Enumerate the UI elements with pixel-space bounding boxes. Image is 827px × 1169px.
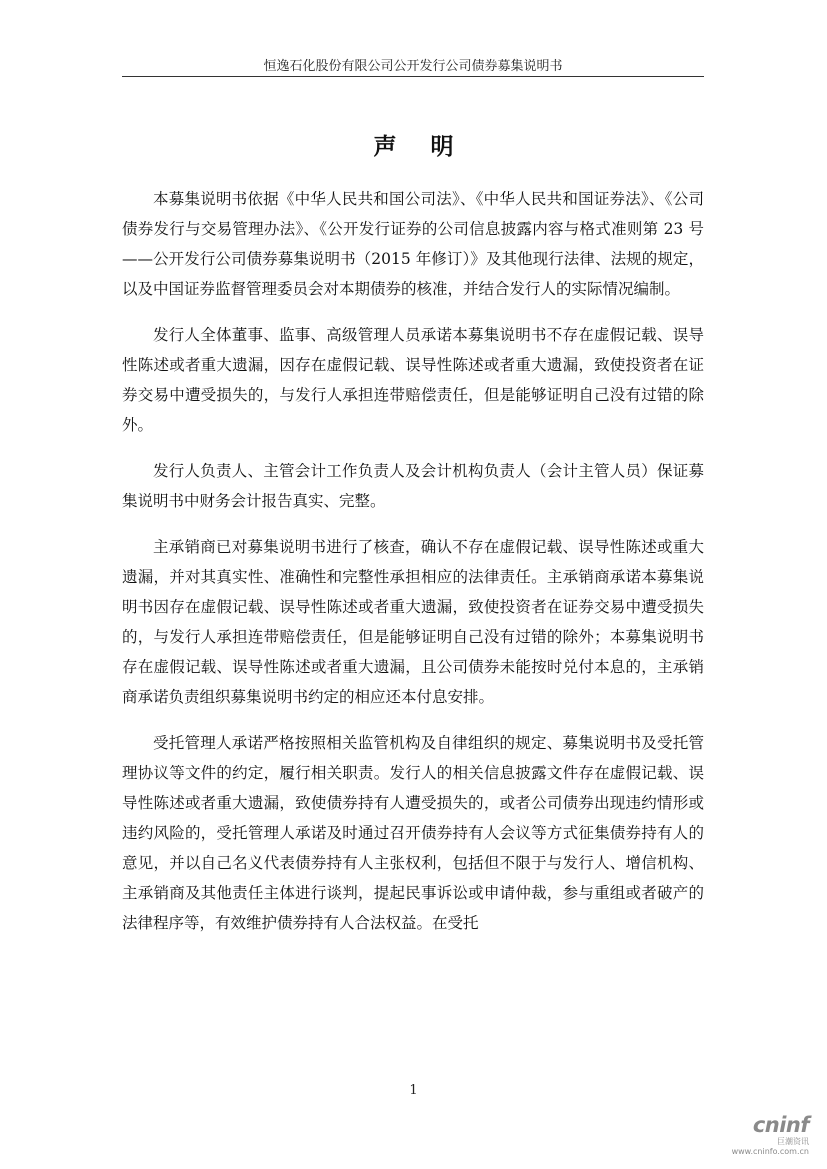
paragraph-directors-commitment: 发行人全体董事、监事、高级管理人员承诺本募集说明书不存在虚假记载、误导性陈述或者重大遗漏，因存在虚假记载、误导性陈述或者重大遗漏，致使投资者在证券交易中遭受损失的，与发行人承担连带赔偿责任，但是能够证明自己没有过错的除外。 [122, 326, 704, 434]
header-divider [122, 76, 704, 77]
page-title: 声明 [373, 133, 488, 160]
paragraph-trustee-commitment: 受托管理人承诺严格按照相关监管机构及自律组织的规定、募集说明书及受托管理协议等文件的约定，履行相关职责。发行人的相关信息披露文件存在虚假记载、误导性陈述或者重大遗漏，致使债券持有人遭受损失的，或者公司债券出现违约情形或违约风险的，受托管理人承诺及时通过召开债券持有人会议等方式征集债券持有人的意见，并以自己名义代表债券持有人主张权利，包括但不限于与发行人、增信机构、主承销商及其他责任主体进行谈判，提起民事诉讼或申请仲裁，参与重组或者破产的法律程序等，有效维护债券持有人合法权益。在受托 [122, 734, 704, 932]
logo-subtitle: 巨潮资讯 [777, 1137, 809, 1146]
logo-url: www.cninfo.com.cn [731, 1147, 809, 1156]
paragraph-underwriter-commitment: 主承销商已对募集说明书进行了核查，确认不存在虚假记载、误导性陈述或重大遗漏，并对其真实性、准确性和完整性承担相应的法律责任。主承销商承诺本募集说明书因存在虚假记载、误导性陈述或者重大遗漏，致使投资者在证券交易中遭受损失的，与发行人承担连带赔偿责任，但是能够证明自己没有过错的除外；本募集说明书存在虚假记载、误导性陈述或者重大遗漏，且公司债券未能按时兑付本息的，主承销商承诺负责组织募集说明书约定的相应还本付息安排。 [122, 538, 704, 706]
paragraph-basis: 本募集说明书依据《中华人民共和国公司法》、《中华人民共和国证券法》、《公司债券发行与交易管理办法》、《公开发行证券的公司信息披露内容与格式准则第 23 号——公开发行公司债券募集说明书（2015 年修订）》及其他现行法律、法规的规定，以及中国证券监督管理委员会对本期债券的核准，并结合发行人的实际情况编制。 [122, 190, 704, 298]
running-header: 恒逸石化股份有限公司公开发行公司债券募集说明书 [263, 59, 563, 74]
page-number: 1 [409, 1083, 418, 1098]
logo-brand: cninf [752, 1113, 809, 1137]
cninfo-watermark-logo [732, 1113, 809, 1157]
document-body [122, 184, 704, 954]
paragraph-financial-report: 发行人负责人、主管会计工作负责人及会计机构负责人（会计主管人员）保证募集说明书中财务会计报告真实、完整。 [122, 462, 704, 510]
